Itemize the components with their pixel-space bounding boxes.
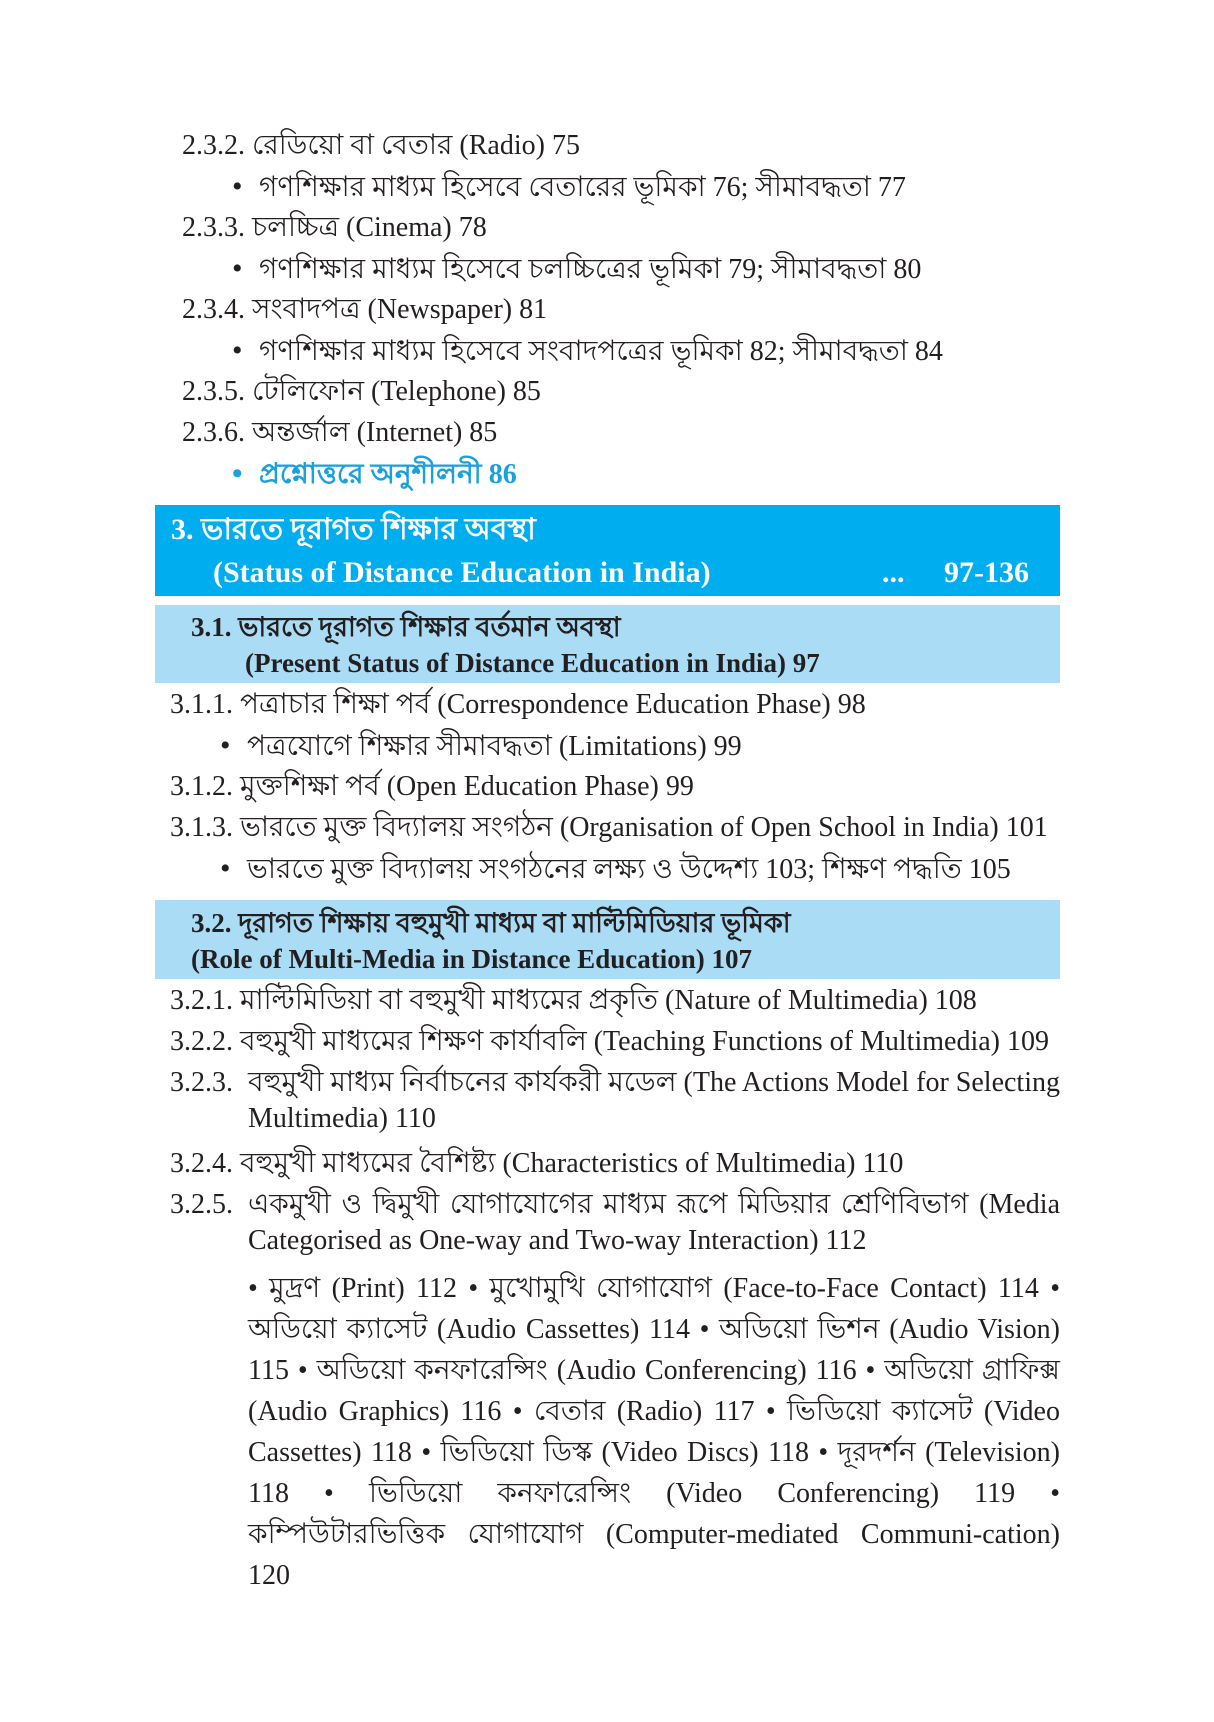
entry-text: পত্রাচার শিক্ষা পর্ব (Correspondence Education Phase) 98	[240, 689, 866, 720]
section-title-en: (Role of Multi-Media in Distance Education) 107	[191, 944, 752, 974]
entry-text: বহুমুখী মাধ্যম নির্বাচনের কার্যকরী মডেল (The Actions Model for Selecting Multimedia) 110	[248, 1067, 1060, 1134]
toc-entry	[182, 292, 547, 328]
section-number: 3.2.	[191, 908, 232, 938]
entry-text: অন্তর্জাল (Internet) 85	[252, 417, 498, 448]
entry-text: বহুমুখী মাধ্যমের শিক্ষণ কার্যাবলি (Teaching Functions of Multimedia) 109	[240, 1026, 1049, 1057]
toc-entry	[182, 128, 580, 164]
entry-text: গণশিক্ষার মাধ্যম হিসেবে বেতারের ভূমিকা 76; সীমাবদ্ধতা 77	[259, 172, 906, 203]
toc-entry	[170, 1146, 903, 1182]
section-title-bn-text: দূরাগত শিক্ষায় বহুমুখী মাধ্যম বা মাল্টিমিডিয়ার ভূমিকা	[238, 908, 791, 938]
chapter-banner	[155, 505, 1060, 596]
toc-entry	[182, 374, 541, 410]
entry-text: ভারতে মুক্ত বিদ্যালয় সংগঠন (Organisation of Open School in India) 101	[240, 812, 1048, 843]
section-banner	[155, 900, 1060, 979]
toc-entry	[170, 983, 977, 1019]
entry-number: 3.2.5.	[170, 1189, 233, 1220]
entry-number: 2.3.3.	[182, 212, 245, 243]
bullet-icon: •	[232, 170, 243, 203]
entry-text: মাল্টিমিডিয়া বা বহুমুখী মাধ্যমের প্রকৃতি (Nature of Multimedia) 108	[240, 985, 977, 1016]
section-banner	[155, 605, 1060, 683]
entry-text: রেডিয়ো বা বেতার (Radio) 75	[252, 130, 580, 161]
section-title-en: (Present Status of Distance Education in India) 97	[245, 648, 820, 678]
toc-entry	[170, 1024, 1049, 1060]
toc-subentry	[232, 251, 921, 288]
bullet-icon: •	[232, 457, 243, 490]
toc-subentry	[220, 728, 742, 765]
entry-number: 3.1.1.	[170, 689, 233, 720]
entry-number: 3.1.3.	[170, 812, 233, 843]
entry-text: ভারতে মুক্ত বিদ্যালয় সংগঠনের লক্ষ্য ও উদ্দেশ্য 103; শিক্ষণ পদ্ধতি 105	[247, 854, 1011, 885]
entry-number: 3.1.2.	[170, 771, 233, 802]
toc-entry	[170, 687, 866, 723]
entry-text: একমুখী ও দ্বিমুখী যোগাযোগের মাধ্যম রূপে মিডিয়ার শ্রেণিবিভাগ (Media Categorised as One-way and Two-way Interaction) 112	[248, 1189, 1060, 1256]
entry-number: 3.2.2.	[170, 1026, 233, 1057]
entry-text: সংবাদপত্র (Newspaper) 81	[252, 294, 548, 325]
media-list-paragraph: • মুদ্রণ (Print) 112 • মুখোমুখি যোগাযোগ (Face-to-Face Contact) 114 • অডিয়ো ক্যাসেট (Audio Cassettes) 114 • অডিয়ো ভিশন (Audio Vision) 115 • অডিয়ো কনফারেন্সিং (Audio Conferencing) 116 • অডিয়ো গ্রাফিক্স (Audio Graphics) 116 • বেতার (Radio) 117 • ভিডিয়ো ক্যাসেট (Video Cassettes) 118 • ভিডিয়ো ডিস্ক (Video Discs) 118 • দূরদর্শন (Television) 118 • ভিডিয়ো কনফারেন্সিং (Video Conferencing) 119 • কম্পিউটারভিত্তিক যোগাযোগ (Computer-mediated Communi-cation) 120	[248, 1273, 1060, 1591]
entry-number: 3.2.1.	[170, 985, 233, 1016]
entry-number: 2.3.4.	[182, 294, 245, 325]
bullet-icon: •	[232, 334, 243, 367]
exercise-entry	[232, 456, 517, 493]
toc-entry	[182, 415, 497, 451]
entry-number: 2.3.2.	[182, 130, 245, 161]
bullet-icon: •	[220, 729, 231, 762]
section-number: 3.1.	[191, 612, 232, 642]
section-title-bn-text: ভারতে দূরাগত শিক্ষার বর্তমান অবস্থা	[238, 612, 621, 642]
toc-subentry	[220, 851, 1011, 888]
chapter-title-en: (Status of Distance Education in India)	[213, 556, 711, 589]
chapter-number: 3.	[171, 513, 194, 546]
entry-text: পত্রযোগে শিক্ষার সীমাবদ্ধতা (Limitations) 99	[247, 731, 742, 762]
entry-number: 2.3.5.	[182, 376, 245, 407]
entry-text: গণশিক্ষার মাধ্যম হিসেবে চলচ্চিত্রের ভূমিকা 79; সীমাবদ্ধতা 80	[259, 254, 922, 285]
bullet-icon: •	[232, 252, 243, 285]
toc-subentry	[232, 333, 943, 370]
section-title-bn	[191, 905, 791, 941]
entry-text: বহুমুখী মাধ্যমের বৈশিষ্ট্য (Characteristics of Multimedia) 110	[240, 1148, 904, 1179]
toc-entry	[182, 210, 487, 246]
entry-text: চলচ্চিত্র (Cinema) 78	[252, 212, 487, 243]
toc-subentry	[232, 169, 906, 206]
entry-text: প্রশ্নোত্তরে অনুশীলনী 86	[259, 459, 517, 490]
entry-text: গণশিক্ষার মাধ্যম হিসেবে সংবাদপত্রের ভূমিকা 82; সীমাবদ্ধতা 84	[259, 336, 943, 367]
entry-text: টেলিফোন (Telephone) 85	[252, 376, 541, 407]
chapter-title-bn	[171, 511, 536, 549]
chapter-dots: ...	[882, 556, 905, 589]
entry-number: 3.2.4.	[170, 1148, 233, 1179]
chapter-title-bn-text: ভারতে দূরাগত শিক্ষার অবস্থা	[201, 513, 536, 546]
toc-entry	[170, 769, 694, 805]
entry-number: 2.3.6.	[182, 417, 245, 448]
section-title-bn	[191, 609, 621, 645]
toc-entry	[170, 810, 1048, 846]
entry-text: মুক্তশিক্ষা পর্ব (Open Education Phase) 99	[240, 771, 694, 802]
bullet-icon: •	[220, 852, 231, 885]
entry-number: 3.2.3.	[170, 1067, 233, 1098]
chapter-pages: 97-136	[944, 556, 1029, 589]
